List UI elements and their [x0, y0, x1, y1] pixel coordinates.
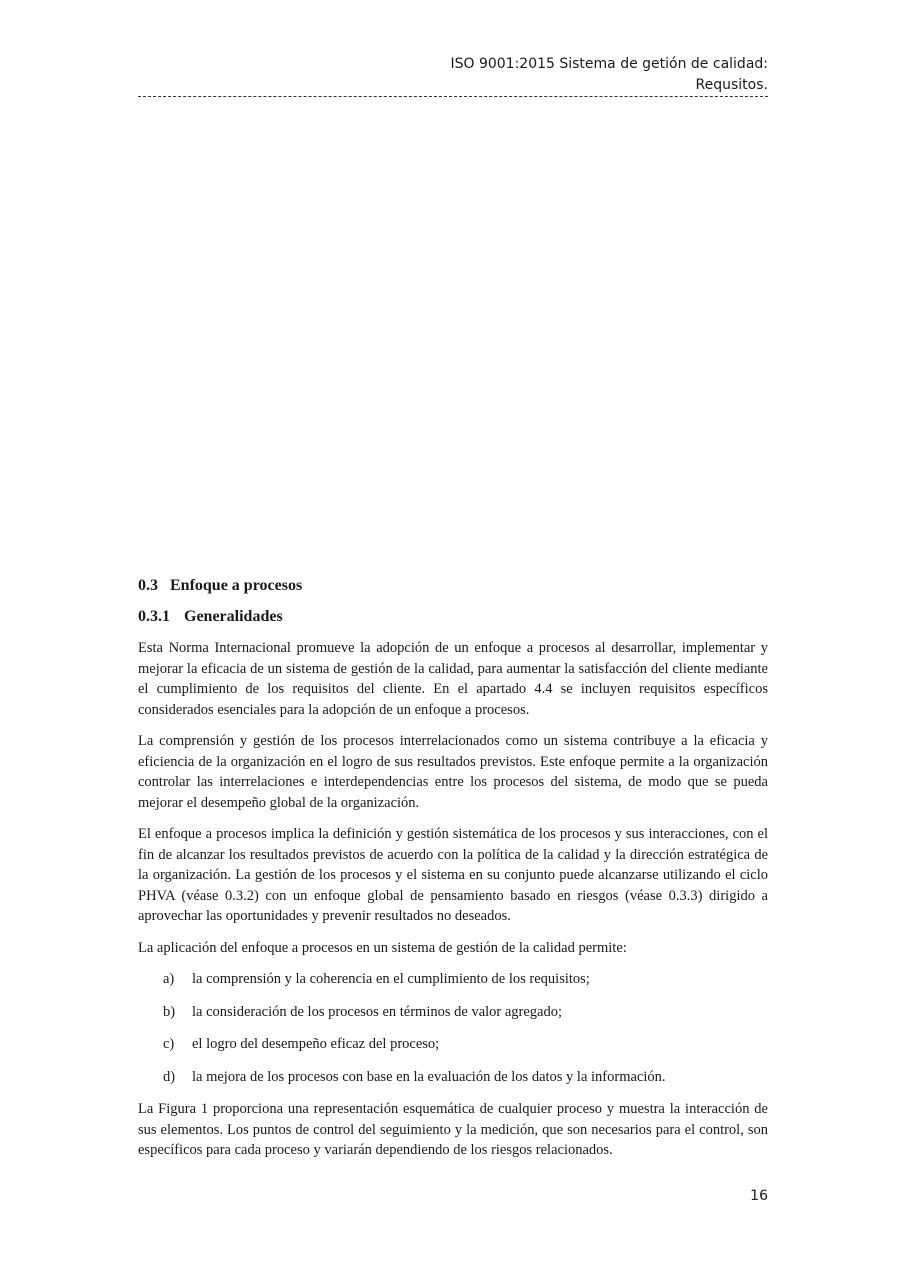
list-item-text: la consideración de los procesos en términos de valor agregado; [192, 1003, 563, 1020]
list-marker: d) [163, 1068, 176, 1085]
list-item-text: el logro del desempeño eficaz del proceso; [192, 1036, 440, 1052]
subsection-title: Generalidades [184, 608, 283, 625]
list-item [138, 969, 768, 990]
list-item [138, 1067, 768, 1088]
paragraph-1: Esta Norma Internacional promueve la adopción de un enfoque a procesos al desarrollar, implementar y mejorar la eficacia de un sistema de gestión de la calidad, para aumentar la satisfacción del cliente mediante el cumplimiento de los requisitos del cliente. En el apartado 4.4 se incluyen requisitos específicos considerados esenciales para la adopción de un enfoque a procesos. [138, 640, 768, 718]
page-body [138, 575, 768, 1172]
subsection-number: 0.3.1 [138, 608, 170, 625]
list-marker: a) [163, 971, 175, 987]
list-marker: c) [163, 1036, 175, 1052]
running-header-line-1: ISO 9001:2015 Sistema de getión de calidad: [450, 56, 768, 72]
section-number: 0.3 [138, 577, 158, 594]
closing-paragraph: La Figura 1 proporciona una representación esquemática de cualquier proceso y muestra la interacción de sus elementos. Los puntos de control del seguimiento y la medición, que son necesarios para el control, son específicos para cada proceso y variarán dependiendo de los riesgos relacionados. [138, 1101, 768, 1158]
list-item [138, 1034, 768, 1055]
running-header [138, 54, 768, 96]
list-item [138, 1002, 768, 1023]
list-item-text: la comprensión y la coherencia en el cumplimiento de los requisitos; [192, 971, 590, 987]
paragraph-3: El enfoque a procesos implica la definición y gestión sistemática de los procesos y sus interacciones, con el fin de alcanzar los resultados previstos de acuerdo con la política de la calidad y la dirección estratégica de la organización. La gestión de los procesos y el sistema en su conjunto puede alcanzarse utilizando el ciclo PHVA (véase 0.3.2) con un enfoque global de pensamiento basado en riesgos (véase 0.3.3) dirigido a aprovechar las oportunidades y prevenir resultados no deseados. [138, 826, 768, 924]
paragraph-2: La comprensión y gestión de los procesos interrelacionados como un sistema contribuye a la eficacia y eficiencia de la organización en el logro de sus resultados previstos. Este enfoque permite a la organización controlar las interrelaciones e interdependencias entre los procesos del sistema, de modo que se pueda mejorar el desempeño global de la organización. [138, 733, 768, 811]
page-number: 16 [750, 1188, 768, 1204]
subsection-heading [138, 606, 768, 628]
list-marker: b) [163, 1003, 176, 1020]
section-title: Enfoque a procesos [170, 577, 303, 594]
list-item-text: la mejora de los procesos con base en la evaluación de los datos y la información. [192, 1068, 666, 1085]
section-heading [138, 575, 768, 597]
running-header-line-2: Requsitos. [695, 77, 768, 93]
benefits-list [138, 969, 768, 1087]
paragraph-4: La aplicación del enfoque a procesos en un sistema de gestión de la calidad permite: [138, 939, 627, 956]
header-divider [138, 96, 768, 97]
